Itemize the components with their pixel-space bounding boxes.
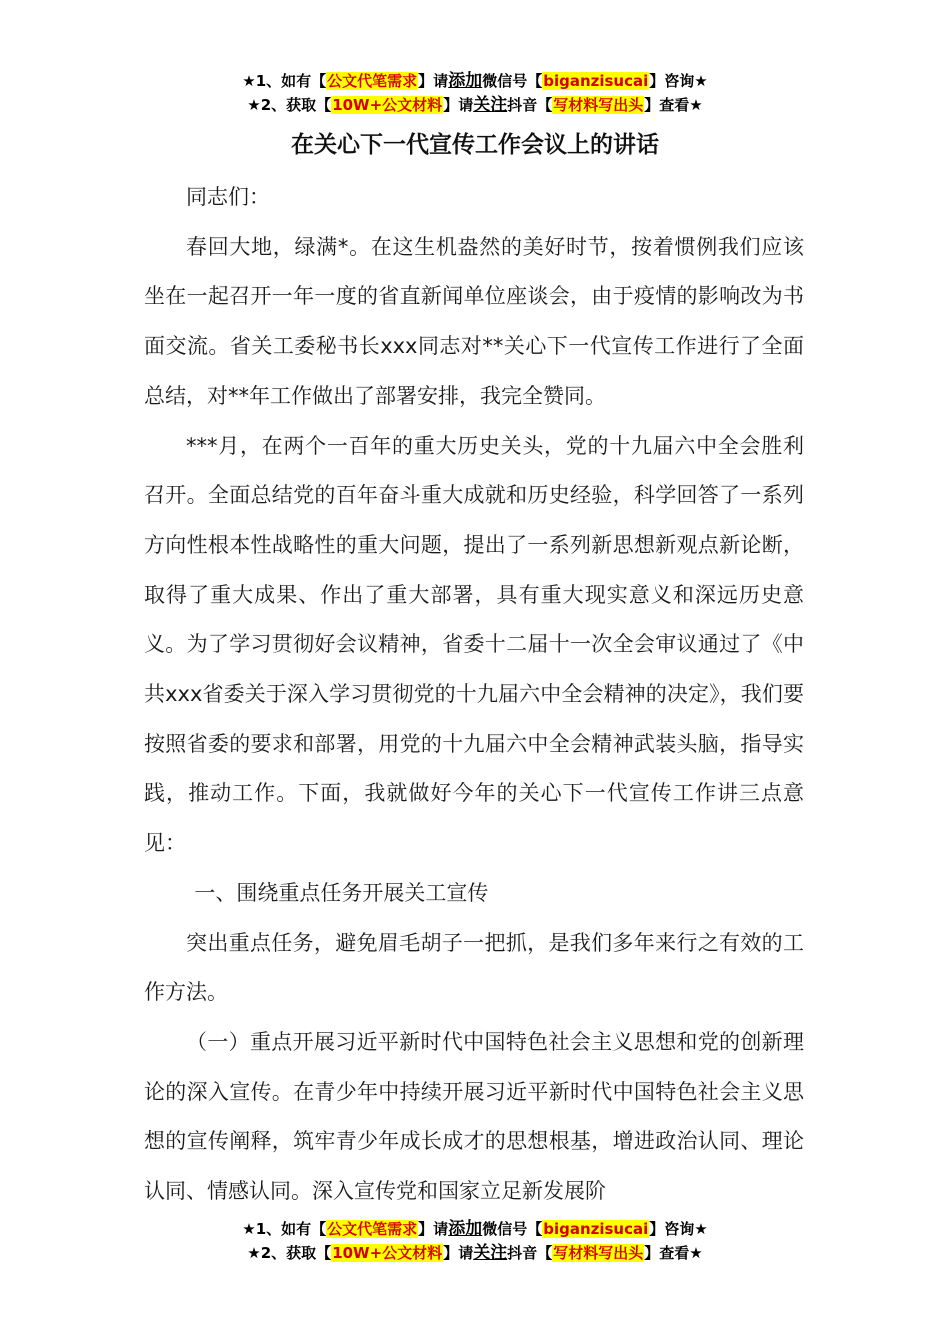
top-banner xyxy=(0,69,950,117)
bottom-banner xyxy=(0,1217,950,1265)
banner-line-2: ★2、获取【10W+公文材料】请关注抖音【写材料写出头】查看★ xyxy=(247,1243,703,1263)
highlight-materials: 10W+公文材料 xyxy=(332,96,443,114)
document-title: 在关心下一代宣传工作会议上的讲话 xyxy=(291,132,659,158)
banner-line-1: ★1、如有【公文代笔需求】请添加微信号【biganzisucai】咨询★ xyxy=(242,71,708,91)
salutation: 同志们： xyxy=(186,185,270,209)
banner-line-2: ★2、获取【10W+公文材料】请关注抖音【写材料写出头】查看★ xyxy=(247,95,703,115)
highlight-douyin-account: 写材料写出头 xyxy=(553,96,644,114)
section-heading: 一、围绕重点任务开展关工宣传 xyxy=(194,880,489,905)
highlight-douyin-account: 写材料写出头 xyxy=(553,1244,644,1262)
banner-line-1: ★1、如有【公文代笔需求】请添加微信号【biganzisucai】咨询★ xyxy=(242,1219,708,1239)
highlight-service: 公文代笔需求 xyxy=(327,1220,418,1238)
body-paragraph: 突出重点任务，避免眉毛胡子一把抓，是我们多年来行之有效的工作方法。 xyxy=(144,930,804,1005)
document-body xyxy=(144,173,804,1217)
highlight-materials: 10W+公文材料 xyxy=(332,1244,443,1262)
highlight-service: 公文代笔需求 xyxy=(327,72,418,90)
highlight-wechat-id: biganzisucai xyxy=(543,1220,649,1238)
body-paragraph: （一）重点开展习近平新时代中国特色社会主义思想和党的创新理论的深入宣传。在青少年中持续开展习近平新时代中国特色社会主义思想的宣传阐释，筑牢青少年成长成才的思想根基，增进政治认同、理论认同、情感认同。深入宣传党和国家立足新发展阶 xyxy=(144,1029,804,1204)
body-paragraph: ***月，在两个一百年的重大历史关头，党的十九届六中全会胜利召开。全面总结党的百年奋斗重大成就和历史经验，科学回答了一系列方向性根本性战略性的重大问题，提出了一系列新思想新观点新论断，取得了重大成果、作出了重大部署，具有重大现实意义和深远历史意义。为了学习贯彻好会议精神，省委十二届十一次全会审议通过了《中共xxx省委关于深入学习贯彻党的十九届六中全会精神的决定》，我们要按照省委的要求和部署，用党的十九届六中全会精神武装头脑，指导实践，推动工作。下面，我就做好今年的关心下一代宣传工作讲三点意见： xyxy=(144,433,804,856)
body-paragraph: 春回大地，绿满*。在这生机盎然的美好时节，按着惯例我们应该坐在一起召开一年一度的省直新闻单位座谈会，由于疫情的影响改为书面交流。省关工委秘书长xxx同志对**关心下一代宣传工作进行了全面总结，对**年工作做出了部署安排，我完全赞同。 xyxy=(144,234,804,408)
highlight-wechat-id: biganzisucai xyxy=(543,72,649,90)
